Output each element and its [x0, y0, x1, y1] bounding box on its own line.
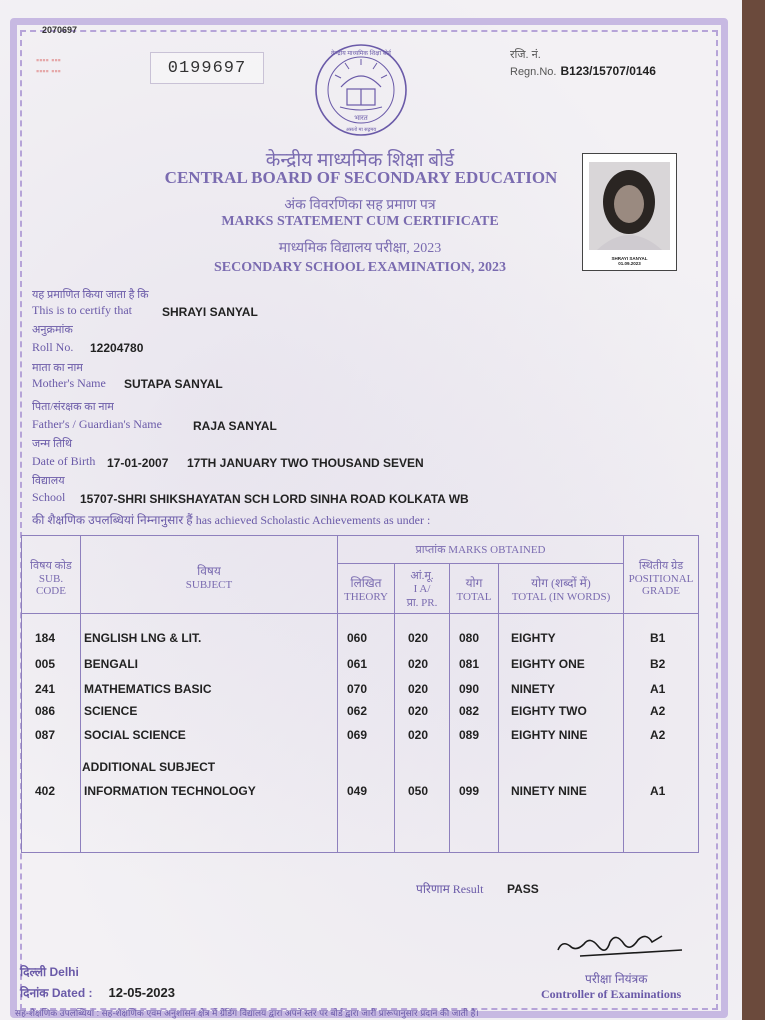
row-total: 099: [459, 784, 480, 798]
cbse-emblem-icon: [314, 43, 408, 137]
row-total: 082: [459, 704, 480, 718]
footer-note: सह-शैक्षणिक उपलब्धियां : सह-शैक्षणिक एवम अनुशासन क्षेत्र में ग्रेडिंग विद्यालय द्वारा अपने स्तर पर बोर्ड द्वारा जारी प्रारूपानुसार प्रदान की जाती है।: [15, 1008, 479, 1018]
row-subject: BENGALI: [84, 657, 138, 671]
row-grade: A1: [650, 784, 666, 798]
header-total: योग TOTAL: [450, 564, 499, 614]
header-total-words: योग (शब्दों में) TOTAL (IN WORDS): [499, 564, 624, 614]
header-grade: स्थितीय ग्रेड POSITIONAL GRADE: [624, 536, 699, 614]
cert-title-hi: अंक विवरणिका सह प्रमाण पत्र: [284, 198, 436, 213]
achievement-line: की शैक्षणिक उपलब्धियां निम्नानुसार हैं has achieved Scholastic Achievements as under :: [32, 513, 431, 527]
reg-line: Regn.No. B123/15707/0146: [510, 64, 656, 78]
header-ia: आं.मू. I A/ प्रा. PR.: [395, 564, 450, 614]
row-subject: MATHEMATICS BASIC: [84, 682, 212, 696]
row-theory: 069: [347, 728, 368, 742]
row-words: EIGHTY TWO: [511, 704, 587, 718]
issue-date: 12-05-2023: [108, 985, 175, 1000]
row-ia: 020: [408, 728, 429, 742]
row-subject: SOCIAL SCIENCE: [84, 728, 186, 742]
svg-text:भारत: भारत: [354, 115, 368, 122]
row-subject: ENGLISH LNG & LIT.: [84, 631, 202, 645]
exam-title: SECONDARY SCHOOL EXAMINATION, 2023: [214, 260, 506, 275]
certify-label-hi: यह प्रमाणित किया जाता है कि: [32, 289, 149, 301]
row-grade: A2: [650, 728, 666, 742]
row-theory: 062: [347, 704, 368, 718]
header-theory: लिखित THEORY: [338, 564, 395, 614]
row-code: 184: [35, 631, 56, 645]
school-label-hi: विद्यालय: [32, 475, 65, 487]
row-ia: 020: [408, 657, 429, 671]
row-words: NINETY NINE: [511, 784, 587, 798]
father-name: RAJA SANYAL: [193, 419, 277, 433]
roll-label: Roll No.: [32, 340, 74, 354]
reg-label-hi: रजि. नं.: [510, 49, 541, 61]
school-name: 15707-SHRI SHIKSHAYATAN SCH LORD SINHA ROAD KOLKATA WB: [80, 492, 469, 506]
row-code: 005: [35, 657, 56, 671]
row-theory: 061: [347, 657, 368, 671]
additional-subject-label: ADDITIONAL SUBJECT: [82, 760, 216, 774]
row-words: EIGHTY: [511, 631, 556, 645]
result-label: परिणाम Result: [416, 882, 484, 896]
candidate-photo: [582, 153, 677, 271]
candidate-name: SHRAYI SANYAL: [162, 305, 258, 319]
father-label: Father's / Guardian's Name: [32, 417, 162, 431]
mother-label: Mother's Name: [32, 376, 106, 390]
board-title: CENTRAL BOARD OF SECONDARY EDUCATION: [164, 168, 558, 187]
certify-label: This is to certify that: [32, 303, 132, 317]
row-total: 089: [459, 728, 480, 742]
photo-caption: SHRAYI SANYAL 01.09.2023: [611, 256, 648, 266]
row-ia: 020: [408, 631, 429, 645]
row-words: NINETY: [511, 682, 556, 696]
row-subject: INFORMATION TECHNOLOGY: [84, 784, 256, 798]
svg-text:असतो मा सद्गमय: असतो मा सद्गमय: [345, 127, 377, 133]
dob-value: 17-01-2007: [107, 456, 169, 470]
row-ia: 050: [408, 784, 429, 798]
row-grade: B1: [650, 631, 666, 645]
controller-label-hi: परीक्षा नियंत्रक: [585, 972, 648, 986]
row-words: EIGHTY ONE: [511, 657, 585, 671]
dob-label: Date of Birth: [32, 454, 96, 468]
row-ia: 020: [408, 704, 429, 718]
row-grade: B2: [650, 657, 666, 671]
board-title-hi: केन्द्रीय माध्यमिक शिक्षा बोर्ड: [265, 150, 455, 171]
exam-title-hi: माध्यमिक विद्यालय परीक्षा, 2023: [278, 241, 442, 256]
mother-name: SUTAPA SANYAL: [124, 377, 223, 391]
controller-signature: [550, 922, 690, 970]
row-total: 090: [459, 682, 480, 696]
row-grade: A2: [650, 704, 666, 718]
serial-number: 0199697: [150, 52, 264, 84]
dated: दिनांक Dated : 12-05-2023: [20, 985, 175, 1000]
row-code: 087: [35, 728, 56, 742]
header-marks-obtained: प्राप्तांक MARKS OBTAINED: [338, 536, 624, 564]
result-value: PASS: [507, 882, 539, 896]
controller-label: Controller of Examinations: [541, 987, 682, 1001]
mother-label-hi: माता का नाम: [32, 362, 83, 374]
serial-top: 2070697: [42, 25, 78, 35]
row-code: 086: [35, 704, 56, 718]
row-ia: 020: [408, 682, 429, 696]
security-stamp: ▪▪▪▪ ▪▪▪ ▪▪▪▪ ▪▪▪: [36, 55, 61, 76]
row-words: EIGHTY NINE: [511, 728, 588, 742]
row-code: 241: [35, 682, 56, 696]
cert-title: MARKS STATEMENT CUM CERTIFICATE: [221, 214, 499, 229]
header-sub-code: विषय कोड SUB. CODE: [22, 536, 81, 614]
dob-words: 17TH JANUARY TWO THOUSAND SEVEN: [187, 456, 424, 470]
row-subject: SCIENCE: [84, 704, 138, 718]
row-grade: A1: [650, 682, 666, 696]
father-label-hi: पिता/संरक्षक का नाम: [32, 401, 114, 413]
dob-label-hi: जन्म तिथि: [32, 438, 72, 450]
row-code: 402: [35, 784, 56, 798]
school-label: School: [32, 490, 66, 504]
header-subject: विषय SUBJECT: [81, 536, 338, 614]
roll-label-hi: अनुक्रमांक: [32, 324, 73, 336]
svg-text:केन्द्रीय माध्यमिक शिक्षा बोर्: केन्द्रीय माध्यमिक शिक्षा बोर्ड: [331, 51, 391, 57]
row-theory: 049: [347, 784, 368, 798]
row-theory: 070: [347, 682, 368, 696]
row-theory: 060: [347, 631, 368, 645]
row-total: 081: [459, 657, 480, 671]
place: दिल्ली Delhi: [20, 965, 79, 979]
reg-number: B123/15707/0146: [560, 64, 656, 78]
row-total: 080: [459, 631, 480, 645]
roll-number: 12204780: [90, 341, 144, 355]
